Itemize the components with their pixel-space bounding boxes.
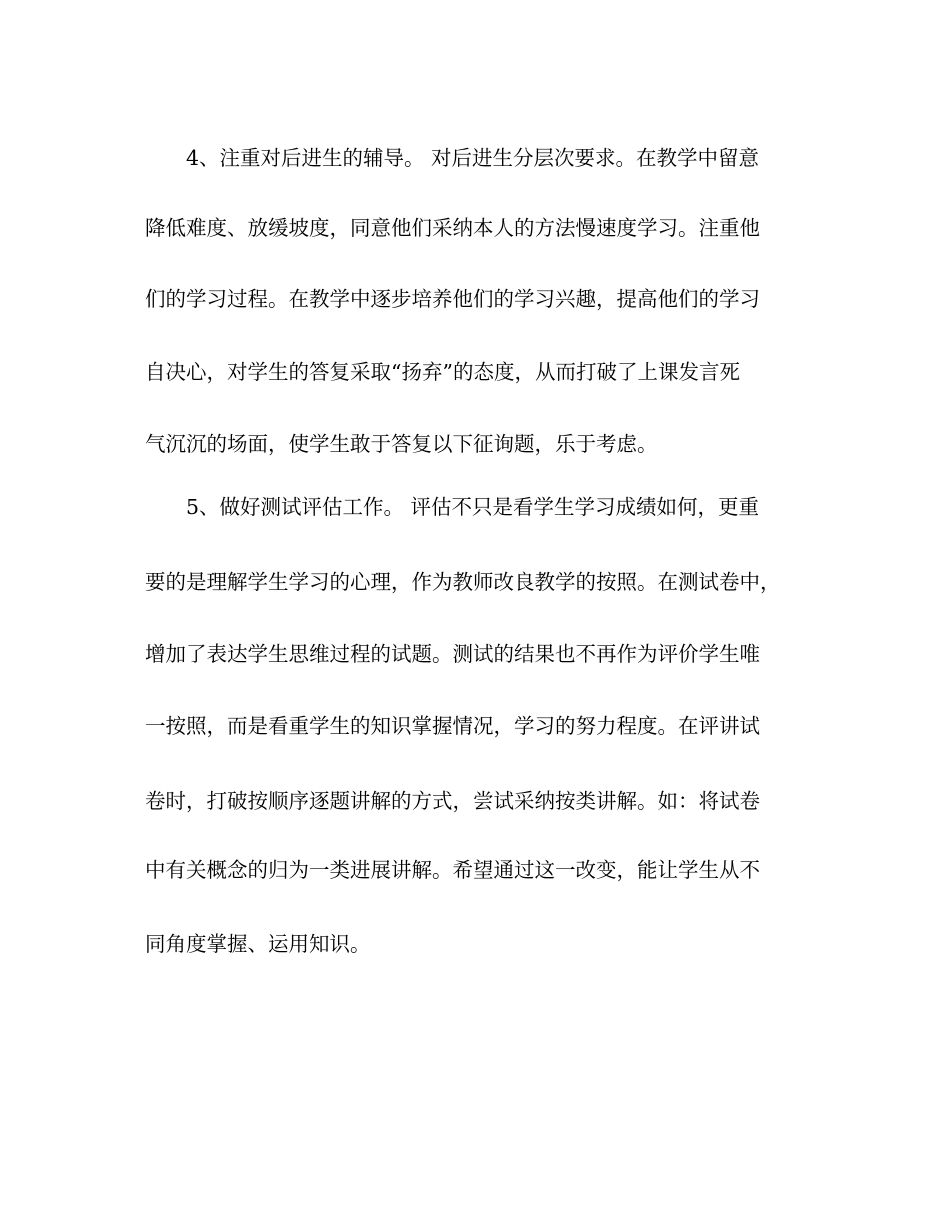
paragraph-2-line-2: 要的是理解学生学习的心理，作为教师改良教学的按照。在测试卷中， — [145, 570, 781, 594]
paragraph-1-line-4: 自决心，对学生的答复采取“扬弃”的态度，从而打破了上课发言死 — [145, 360, 740, 384]
paragraph-2-line-6: 中有关概念的归为一类进展讲解。希望通过这一改变，能让学生从不 — [145, 858, 760, 882]
paragraph-2-line-7: 同角度掌握、运用知识。 — [145, 932, 371, 956]
paragraph-2-line-3: 增加了表达学生思维过程的试题。测试的结果也不再作为评价学生唯 — [145, 642, 760, 666]
paragraph-1-line-2: 降低难度、放缓坡度，同意他们采纳本人的方法慢速度学习。注重他 — [145, 216, 760, 240]
paragraph-1-line-5: 气沉沉的场面，使学生敢于答复以下征询题，乐于考虑。 — [145, 432, 658, 456]
paragraph-2-line-1: 5、做好测试评估工作。 评估不只是看学生学习成绩如何，更重 — [186, 495, 760, 519]
paragraph-2-line-4: 一按照，而是看重学生的知识掌握情况，学习的努力程度。在评讲试 — [145, 714, 760, 738]
paragraph-1-line-3: 们的学习过程。在教学中逐步培养他们的学习兴趣，提高他们的学习 — [145, 287, 760, 311]
paragraph-1-line-1: 4、注重对后进生的辅导。 对后进生分层次要求。在教学中留意 — [186, 146, 760, 170]
paragraph-2-line-5: 卷时，打破按顺序逐题讲解的方式，尝试采纳按类讲解。如：将试卷 — [145, 789, 760, 813]
